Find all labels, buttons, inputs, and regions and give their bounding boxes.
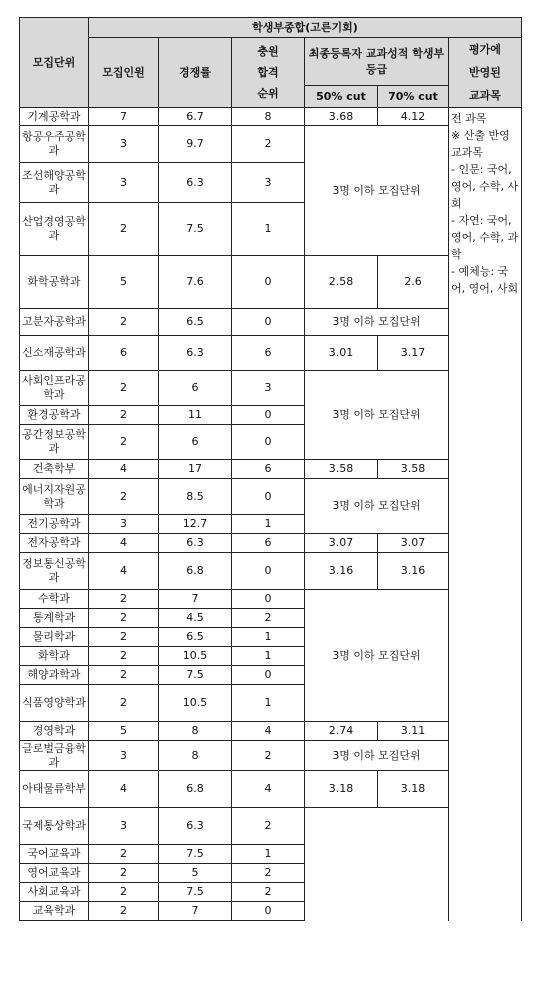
unit-name-cell: 정보통신공학과 bbox=[20, 553, 89, 590]
table-row bbox=[20, 808, 522, 845]
cut70-cell: 4.12 bbox=[378, 108, 449, 126]
unit-name-cell: 전자공학과 bbox=[20, 534, 89, 553]
waitlist-cell: 2 bbox=[232, 883, 305, 902]
rate-cell: 6.3 bbox=[159, 534, 232, 553]
rate-cell: 11 bbox=[159, 406, 232, 425]
rate-cell: 6.8 bbox=[159, 553, 232, 590]
count-cell: 2 bbox=[89, 203, 159, 256]
table-row bbox=[20, 479, 522, 515]
count-cell: 4 bbox=[89, 534, 159, 553]
unit-name-cell: 산업경영공학과 bbox=[20, 203, 89, 256]
admission-results-table-wrapper bbox=[19, 17, 522, 921]
eval-subjects-line: 전 과목 bbox=[451, 112, 487, 125]
rate-cell: 5 bbox=[159, 864, 232, 883]
count-cell: 2 bbox=[89, 479, 159, 515]
waitlist-cell: 1 bbox=[232, 203, 305, 256]
waitlist-cell: 0 bbox=[232, 479, 305, 515]
header-cut50: 50% cut bbox=[305, 86, 378, 108]
count-cell: 2 bbox=[89, 902, 159, 921]
count-cell: 2 bbox=[89, 685, 159, 722]
waitlist-cell: 1 bbox=[232, 685, 305, 722]
cut70-cell: 3.11 bbox=[378, 722, 449, 741]
header-rate: 경쟁률 bbox=[159, 38, 232, 108]
table-row bbox=[20, 108, 522, 126]
rate-cell: 4.5 bbox=[159, 609, 232, 628]
cut50-cell: 3.58 bbox=[305, 460, 378, 479]
waitlist-cell: 6 bbox=[232, 460, 305, 479]
waitlist-cell: 0 bbox=[232, 309, 305, 336]
unit-name-cell: 조선해양공학과 bbox=[20, 163, 89, 203]
count-cell: 6 bbox=[89, 336, 159, 371]
unit-name-cell: 건축학부 bbox=[20, 460, 89, 479]
table-row bbox=[20, 371, 522, 406]
waitlist-cell: 0 bbox=[232, 902, 305, 921]
unit-name-cell: 글로벌금융학과 bbox=[20, 741, 89, 771]
rate-cell: 10.5 bbox=[159, 647, 232, 666]
table-row bbox=[20, 590, 522, 609]
count-cell: 2 bbox=[89, 864, 159, 883]
waitlist-cell: 0 bbox=[232, 590, 305, 609]
count-cell: 2 bbox=[89, 371, 159, 406]
unit-name-cell: 고분자공학과 bbox=[20, 309, 89, 336]
table-row bbox=[20, 256, 522, 309]
cut50-cell: 3.01 bbox=[305, 336, 378, 371]
count-cell: 2 bbox=[89, 666, 159, 685]
merged-grade-cell: 3명 이하 모집단위 bbox=[305, 479, 449, 534]
header-waitlist-text: 충원 합격 순위 bbox=[257, 45, 279, 100]
count-cell: 3 bbox=[89, 126, 159, 163]
header-eval bbox=[449, 38, 522, 108]
count-cell: 3 bbox=[89, 515, 159, 534]
table-row bbox=[20, 336, 522, 371]
table-row bbox=[20, 553, 522, 590]
unit-name-cell: 해양과학과 bbox=[20, 666, 89, 685]
header-count: 모집인원 bbox=[89, 38, 159, 108]
cut50-cell: 3.18 bbox=[305, 771, 378, 808]
waitlist-cell: 0 bbox=[232, 553, 305, 590]
unit-name-cell: 화학공학과 bbox=[20, 256, 89, 309]
table-body bbox=[20, 108, 522, 921]
count-cell: 2 bbox=[89, 406, 159, 425]
unit-name-cell: 기계공학과 bbox=[20, 108, 89, 126]
table-row bbox=[20, 722, 522, 741]
table-header bbox=[20, 18, 522, 108]
table-row bbox=[20, 126, 522, 163]
header-eval-line1: 평가에 bbox=[469, 43, 501, 56]
rate-cell: 6.8 bbox=[159, 771, 232, 808]
waitlist-cell: 2 bbox=[232, 126, 305, 163]
unit-name-cell: 사회교육과 bbox=[20, 883, 89, 902]
waitlist-cell: 1 bbox=[232, 845, 305, 864]
table-row bbox=[20, 534, 522, 553]
unit-name-cell: 통계학과 bbox=[20, 609, 89, 628]
count-cell: 5 bbox=[89, 256, 159, 309]
header-waitlist bbox=[232, 38, 305, 108]
table-row bbox=[20, 771, 522, 808]
count-cell: 2 bbox=[89, 845, 159, 864]
waitlist-cell: 4 bbox=[232, 771, 305, 808]
cut70-cell: 3.07 bbox=[378, 534, 449, 553]
admission-results-table bbox=[19, 17, 522, 921]
header-grade: 최종등록자 교과성적 학생부등급 bbox=[305, 38, 449, 86]
rate-cell: 7.5 bbox=[159, 845, 232, 864]
rate-cell: 6.3 bbox=[159, 808, 232, 845]
unit-name-cell: 신소재공학과 bbox=[20, 336, 89, 371]
rate-cell: 6 bbox=[159, 371, 232, 406]
cut50-cell: 2.74 bbox=[305, 722, 378, 741]
waitlist-cell: 2 bbox=[232, 808, 305, 845]
count-cell: 5 bbox=[89, 722, 159, 741]
unit-name-cell: 교육학과 bbox=[20, 902, 89, 921]
rate-cell: 7.5 bbox=[159, 883, 232, 902]
table-row bbox=[20, 741, 522, 771]
count-cell: 7 bbox=[89, 108, 159, 126]
unit-name-cell: 항공우주공학과 bbox=[20, 126, 89, 163]
count-cell: 2 bbox=[89, 883, 159, 902]
eval-subjects-line: - 인문: 국어, 영어, 수학, 사회 bbox=[451, 163, 519, 210]
waitlist-cell: 0 bbox=[232, 256, 305, 309]
rate-cell: 9.7 bbox=[159, 126, 232, 163]
table-row bbox=[20, 460, 522, 479]
table-row bbox=[20, 864, 522, 883]
unit-name-cell: 영어교육과 bbox=[20, 864, 89, 883]
eval-subjects-line: - 예체능: 국어, 영어, 사회 bbox=[451, 265, 519, 295]
unit-name-cell: 사회인프라공학과 bbox=[20, 371, 89, 406]
count-cell: 4 bbox=[89, 771, 159, 808]
waitlist-cell: 6 bbox=[232, 336, 305, 371]
waitlist-cell: 6 bbox=[232, 534, 305, 553]
empty-grade-cell bbox=[305, 864, 449, 883]
unit-name-cell: 경영학과 bbox=[20, 722, 89, 741]
waitlist-cell: 1 bbox=[232, 515, 305, 534]
waitlist-cell: 1 bbox=[232, 628, 305, 647]
count-cell: 2 bbox=[89, 590, 159, 609]
cut70-cell: 3.58 bbox=[378, 460, 449, 479]
rate-cell: 6.3 bbox=[159, 336, 232, 371]
rate-cell: 8 bbox=[159, 741, 232, 771]
cut70-cell: 2.6 bbox=[378, 256, 449, 309]
count-cell: 2 bbox=[89, 647, 159, 666]
rate-cell: 7 bbox=[159, 902, 232, 921]
unit-name-cell: 물리학과 bbox=[20, 628, 89, 647]
unit-name-cell: 화학과 bbox=[20, 647, 89, 666]
unit-name-cell: 국어교육과 bbox=[20, 845, 89, 864]
rate-cell: 8 bbox=[159, 722, 232, 741]
empty-grade-cell bbox=[305, 845, 449, 864]
waitlist-cell: 0 bbox=[232, 666, 305, 685]
merged-grade-cell: 3명 이하 모집단위 bbox=[305, 590, 449, 722]
table-row bbox=[20, 845, 522, 864]
merged-grade-cell: 3명 이하 모집단위 bbox=[305, 741, 449, 771]
rate-cell: 7.5 bbox=[159, 666, 232, 685]
rate-cell: 6.3 bbox=[159, 163, 232, 203]
waitlist-cell: 3 bbox=[232, 163, 305, 203]
rate-cell: 6.5 bbox=[159, 309, 232, 336]
rate-cell: 7.6 bbox=[159, 256, 232, 309]
empty-grade-cell bbox=[305, 883, 449, 902]
count-cell: 3 bbox=[89, 808, 159, 845]
cut70-cell: 3.17 bbox=[378, 336, 449, 371]
waitlist-cell: 2 bbox=[232, 741, 305, 771]
eval-subjects-line: - 자연: 국어, 영어, 수학, 과학 bbox=[451, 214, 519, 261]
count-cell: 2 bbox=[89, 425, 159, 460]
count-cell: 3 bbox=[89, 163, 159, 203]
cut50-cell: 2.58 bbox=[305, 256, 378, 309]
rate-cell: 17 bbox=[159, 460, 232, 479]
rate-cell: 6 bbox=[159, 425, 232, 460]
cut70-cell: 3.16 bbox=[378, 553, 449, 590]
waitlist-cell: 0 bbox=[232, 425, 305, 460]
waitlist-cell: 8 bbox=[232, 108, 305, 126]
waitlist-cell: 2 bbox=[232, 609, 305, 628]
unit-name-cell: 공간정보공학과 bbox=[20, 425, 89, 460]
rate-cell: 8.5 bbox=[159, 479, 232, 515]
unit-name-cell: 전기공학과 bbox=[20, 515, 89, 534]
count-cell: 2 bbox=[89, 628, 159, 647]
unit-name-cell: 환경공학과 bbox=[20, 406, 89, 425]
cut70-cell: 3.18 bbox=[378, 771, 449, 808]
eval-subjects-cell bbox=[449, 108, 522, 921]
count-cell: 2 bbox=[89, 309, 159, 336]
waitlist-cell: 2 bbox=[232, 864, 305, 883]
header-group: 학생부종합(고른기회) bbox=[89, 18, 522, 38]
table-row bbox=[20, 883, 522, 902]
count-cell: 3 bbox=[89, 741, 159, 771]
waitlist-cell: 0 bbox=[232, 406, 305, 425]
waitlist-cell: 1 bbox=[232, 647, 305, 666]
rate-cell: 7 bbox=[159, 590, 232, 609]
waitlist-cell: 3 bbox=[232, 371, 305, 406]
header-cut70: 70% cut bbox=[378, 86, 449, 108]
empty-grade-cell bbox=[305, 902, 449, 921]
table-row bbox=[20, 902, 522, 921]
empty-grade-cell bbox=[305, 808, 449, 845]
waitlist-cell: 4 bbox=[232, 722, 305, 741]
table-row bbox=[20, 309, 522, 336]
header-eval-line2: 반영된 bbox=[469, 66, 501, 79]
unit-name-cell: 아태물류학부 bbox=[20, 771, 89, 808]
unit-name-cell: 수학과 bbox=[20, 590, 89, 609]
unit-name-cell: 국제통상학과 bbox=[20, 808, 89, 845]
count-cell: 2 bbox=[89, 609, 159, 628]
cut50-cell: 3.16 bbox=[305, 553, 378, 590]
merged-grade-cell: 3명 이하 모집단위 bbox=[305, 309, 449, 336]
rate-cell: 7.5 bbox=[159, 203, 232, 256]
eval-subjects-line: ※ 산출 반영 교과목 bbox=[451, 129, 510, 159]
rate-cell: 12.7 bbox=[159, 515, 232, 534]
unit-name-cell: 식품영양학과 bbox=[20, 685, 89, 722]
cut50-cell: 3.07 bbox=[305, 534, 378, 553]
header-eval-line3: 교과목 bbox=[469, 89, 501, 102]
cut50-cell: 3.68 bbox=[305, 108, 378, 126]
header-unit: 모집단위 bbox=[20, 18, 89, 108]
rate-cell: 6.5 bbox=[159, 628, 232, 647]
rate-cell: 6.7 bbox=[159, 108, 232, 126]
count-cell: 4 bbox=[89, 553, 159, 590]
rate-cell: 10.5 bbox=[159, 685, 232, 722]
merged-grade-cell: 3명 이하 모집단위 bbox=[305, 371, 449, 460]
unit-name-cell: 에너지자원공학과 bbox=[20, 479, 89, 515]
merged-grade-cell: 3명 이하 모집단위 bbox=[305, 126, 449, 256]
count-cell: 4 bbox=[89, 460, 159, 479]
